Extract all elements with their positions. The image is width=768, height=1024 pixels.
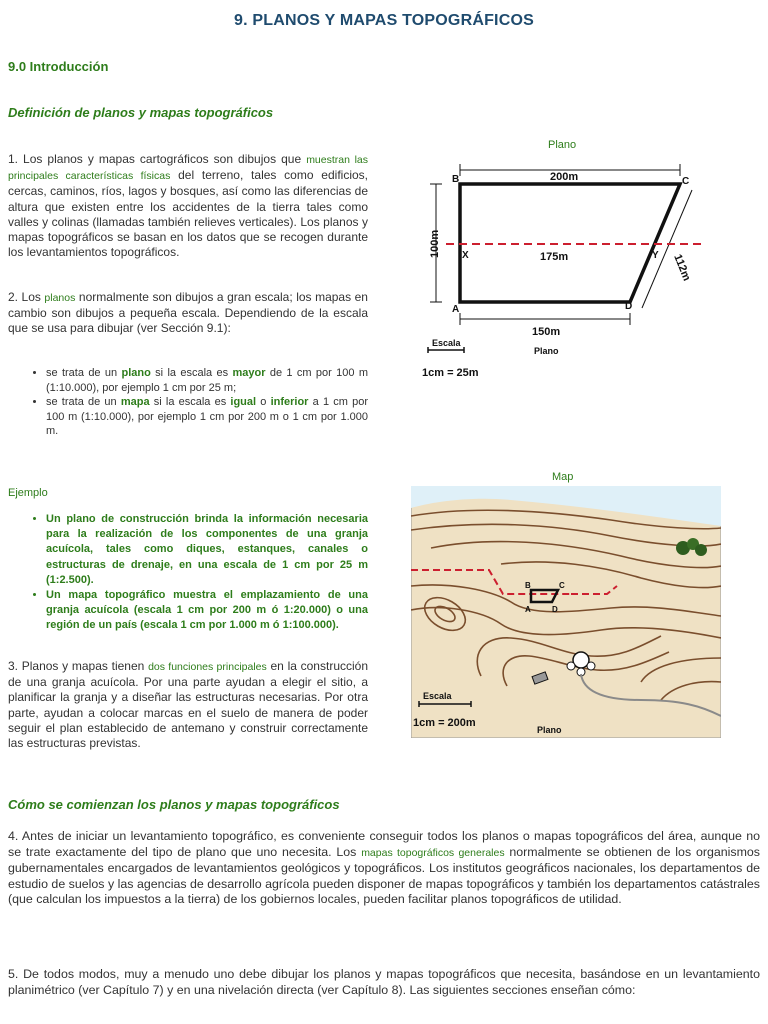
highlight-text: mapas topográficos generales <box>361 846 505 859</box>
paragraph-4: 4. Antes de iniciar un levantamiento topográfico, es conveniente conseguir todos los planos o mapas topográficos del área, aunque no se trate exactamente del tipo de plano que uno necesita. Los mapas topográficos generales normalmente se obtienen de los organismos gubernamentales encargados de levantamientos geológicos y topográficos. Los institutos geográficos nacionales, los departamentos de estudio de suelos y las agencias de desarrollo agrícola pueden disponer de mapas topográficos y también los departamentos catástrales (que calculan los impuestos a la tierra) de los gobiernos locales, pueden facilitar planos topográficos de utilidad. <box>8 829 760 907</box>
highlight-text: dos funciones principales <box>148 661 267 673</box>
ejemplo-label: Ejemplo <box>8 487 48 499</box>
scale-label: Escala <box>432 338 461 348</box>
label-right: 112m <box>671 252 693 283</box>
figure-caption-map: Map <box>552 471 574 483</box>
scale-value: 1cm = 25m <box>422 367 479 379</box>
paragraph-5: 5. De todos modos, muy a menudo uno debe dibujar los planos y mapas topográficos que necesita, basándose en un levantamiento planimétrico (ver Capítulo 7) y en una nivelación directa (ver Capítulo 8). Las siguientes secciones enseñan cómo: <box>8 967 760 997</box>
example-bullet-list <box>18 512 368 634</box>
list-item: • Un mapa topográfico muestra el emplazamiento de una granja acuícola (escala 1 cm por 200 m ó 1:20.000) o una región de un país (escala 1 cm por 1.000 m ó 1:100.000). <box>46 588 368 634</box>
point-label: D <box>625 301 633 312</box>
point-label: B <box>525 581 531 590</box>
scale-value: 1cm = 200m <box>413 717 476 729</box>
label-middle: 175m <box>540 251 569 263</box>
scale-bullet-list <box>18 366 368 439</box>
dimension-line <box>642 190 692 308</box>
point-label: B <box>452 174 460 185</box>
section-heading-como: Cómo se comienzan los planos y mapas topográficos <box>8 797 340 812</box>
point-label: A <box>525 605 531 614</box>
label-bottom: 150m <box>532 326 561 338</box>
point-label: C <box>682 176 690 187</box>
point-label: C <box>559 581 565 590</box>
list-item: • se trata de un mapa si la escala es igual o inferior a 1 cm por 100 m (1:10.000), por ejemplo 1 cm por 200 m o 1 cm por 1.000 m. <box>46 395 368 439</box>
map-figure <box>411 486 721 738</box>
highlight-text: planos <box>44 292 76 304</box>
label-top: 200m <box>550 171 579 183</box>
point-label: Y <box>652 250 659 261</box>
section-heading-definicion: Definición de planos y mapas topográficos <box>8 105 274 120</box>
list-item: • Un plano de construcción brinda la información necesaria para la realización de los componentes de una granja acuícola, tales como diques, estanques, canales o estructuras de drenaje, en una escala de 1 cm por 25 m (1:2.500). <box>46 512 368 588</box>
plano-label: Plano <box>534 346 559 356</box>
plano-figure <box>412 152 712 384</box>
label-left: 100m <box>429 229 441 258</box>
paragraph-3: 3. Planos y mapas tienen dos funciones principales en la construcción de una granja acuícola. Por una parte ayudan a elegir el sitio, a planificar la granja y a diseñar las estructuras necesarias. Por otra parte, ayudan a colocar marcas en el suelo de manera de poder seguir el plan establecido de antemano y construir correctamente las estructuras previstas. <box>8 659 369 751</box>
highlight-text: muestran las principales características físicas <box>8 154 369 183</box>
plano-label: Plano <box>537 725 562 735</box>
paragraph-1: 1. Los planos y mapas cartográficos son dibujos que muestran las principales características físicas del terreno, tales como edificios, cercas, caminos, ríos, lagos y bosques, así como las diferencias de altura que existen entre los accidentes de la tierra tales como valles y colinas (llamadas también relieves verticales). Los planos y mapas topográficos se basan en los datos que se recogen durante los levantamientos topográficos. <box>8 152 369 260</box>
figure-caption-plano: Plano <box>548 139 577 151</box>
point-label: X <box>462 250 469 261</box>
paragraph-2: 2. Los planos normalmente son dibujos a gran escala; los mapas en cambio son dibujos a pequeña escala. Dependiendo de la escala que se usa para dibujar (ver Sección 9.1): <box>8 290 368 336</box>
scale-label: Escala <box>423 691 452 701</box>
point-label: A <box>452 304 460 315</box>
list-item: • se trata de un plano si la escala es mayor de 1 cm por 100 m (1:10.000), por ejemplo 1 cm por 25 m; <box>46 366 368 395</box>
section-heading-intro: 9.0 Introducción <box>8 59 109 74</box>
page-title: 9. PLANOS Y MAPAS TOPOGRÁFICOS <box>234 12 534 29</box>
point-label: D <box>552 605 558 614</box>
